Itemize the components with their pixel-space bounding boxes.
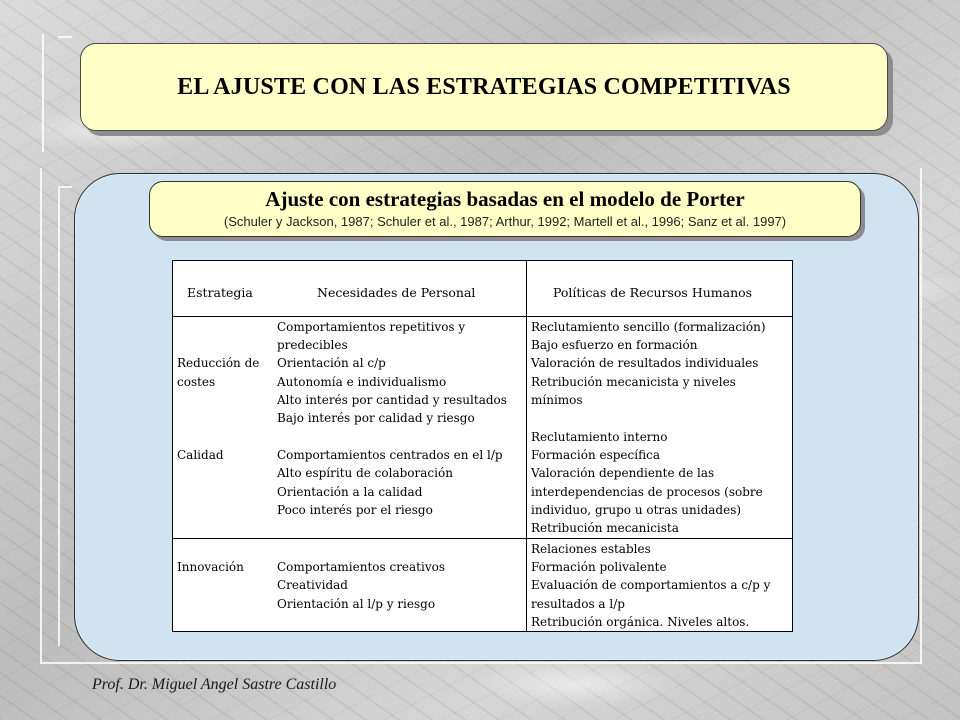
policies-cell [531, 428, 763, 537]
needs-line: Creatividad [277, 578, 348, 593]
policies-line: Reclutamiento sencillo (formalización) [531, 320, 766, 334]
slide-subtitle: Ajuste con estrategias basadas en el modelo de Porter [265, 187, 745, 211]
header-strategy: Estrategia [187, 285, 253, 300]
frame-line-bottom [40, 662, 922, 664]
needs-cell [277, 540, 445, 613]
slide-title: EL AJUSTE CON LAS ESTRATEGIAS COMPETITIVAS [177, 73, 791, 100]
header-policies: Políticas de Recursos Humanos [553, 285, 753, 300]
policies-line: Retribución orgánica. Niveles altos. [531, 614, 750, 629]
frame-line-mid-left-inner [60, 186, 72, 188]
strategy-cell-line [177, 336, 259, 354]
frame-line-top-left-bar [58, 36, 72, 38]
policies-line: Relaciones estables [531, 542, 651, 556]
frame-line-right [920, 168, 922, 664]
strategy-cell-line [177, 428, 224, 446]
needs-line: Comportamientos creativos [277, 560, 446, 575]
needs-line: Alto espíritu de colaboración [277, 466, 453, 481]
needs-line: Autonomía e individualismo [277, 374, 447, 389]
policies-line: resultados a l/p [531, 596, 625, 611]
header-needs: Necesidades de Personal [317, 285, 476, 300]
needs-line: Alto interés por cantidad y resultados [277, 392, 507, 407]
strategy-cell-line [177, 318, 259, 336]
policies-line: Evaluación de comportamientos a c/p y [531, 578, 771, 593]
needs-line [277, 540, 445, 558]
frame-line-top-left [42, 34, 44, 152]
strategy-cell-line: Innovación [177, 560, 244, 575]
policies-line: Formación polivalente [531, 560, 667, 575]
needs-line [277, 428, 503, 446]
policies-line: Formación específica [531, 448, 660, 463]
needs-line: Comportamientos repetitivos y [277, 320, 466, 334]
needs-cell [277, 318, 507, 427]
table-row [177, 540, 244, 576]
table-row [177, 428, 224, 464]
needs-line: Orientación a la calidad [277, 484, 423, 499]
needs-line: Poco interés por el riesgo [277, 502, 433, 517]
needs-line: Bajo interés por calidad y riesgo [277, 410, 475, 425]
references: (Schuler y Jackson, 1987; Schuler et al., 1987; Arthur, 1992; Martell et al., 1996; Sanz et al. 1997) [223, 214, 787, 229]
needs-cell [277, 428, 503, 519]
needs-line: Orientación al l/p y riesgo [277, 596, 436, 611]
policies-line: Valoración dependiente de las [531, 466, 715, 481]
policies-line: interdependencias de procesos (sobre [531, 484, 763, 499]
needs-line: Orientación al c/p [277, 356, 386, 371]
strategy-cell-line [177, 540, 244, 558]
policies-line: individuo, grupo u otras unidades) [531, 502, 742, 517]
policies-cell [531, 540, 770, 631]
author-credit: Prof. Dr. Miguel Angel Sastre Castillo [92, 676, 337, 693]
policies-line: Bajo esfuerzo en formación [531, 338, 698, 353]
policies-line: mínimos [531, 392, 583, 407]
title-banner [80, 43, 888, 131]
row-divider [173, 538, 792, 539]
policies-line: Retribución mecanicista y niveles [531, 374, 736, 389]
strategy-table [172, 260, 793, 632]
policies-line: Reclutamiento interno [531, 430, 668, 444]
needs-line: predecibles [277, 338, 348, 353]
strategy-cell-line: costes [177, 374, 216, 389]
header-divider [173, 316, 792, 317]
frame-line-mid-left-bar [58, 186, 60, 646]
strategy-cell-line: Reducción de [177, 356, 260, 371]
policies-line: Valoración de resultados individuales [531, 356, 759, 371]
strategy-cell-line: Calidad [177, 448, 224, 463]
frame-line-mid-left [40, 168, 42, 664]
table-row [177, 318, 259, 391]
policies-line: Retribución mecanicista [531, 520, 679, 535]
subtitle-banner [149, 181, 861, 237]
policies-cell [531, 318, 766, 409]
needs-line: Comportamientos centrados en el l/p [277, 448, 503, 463]
